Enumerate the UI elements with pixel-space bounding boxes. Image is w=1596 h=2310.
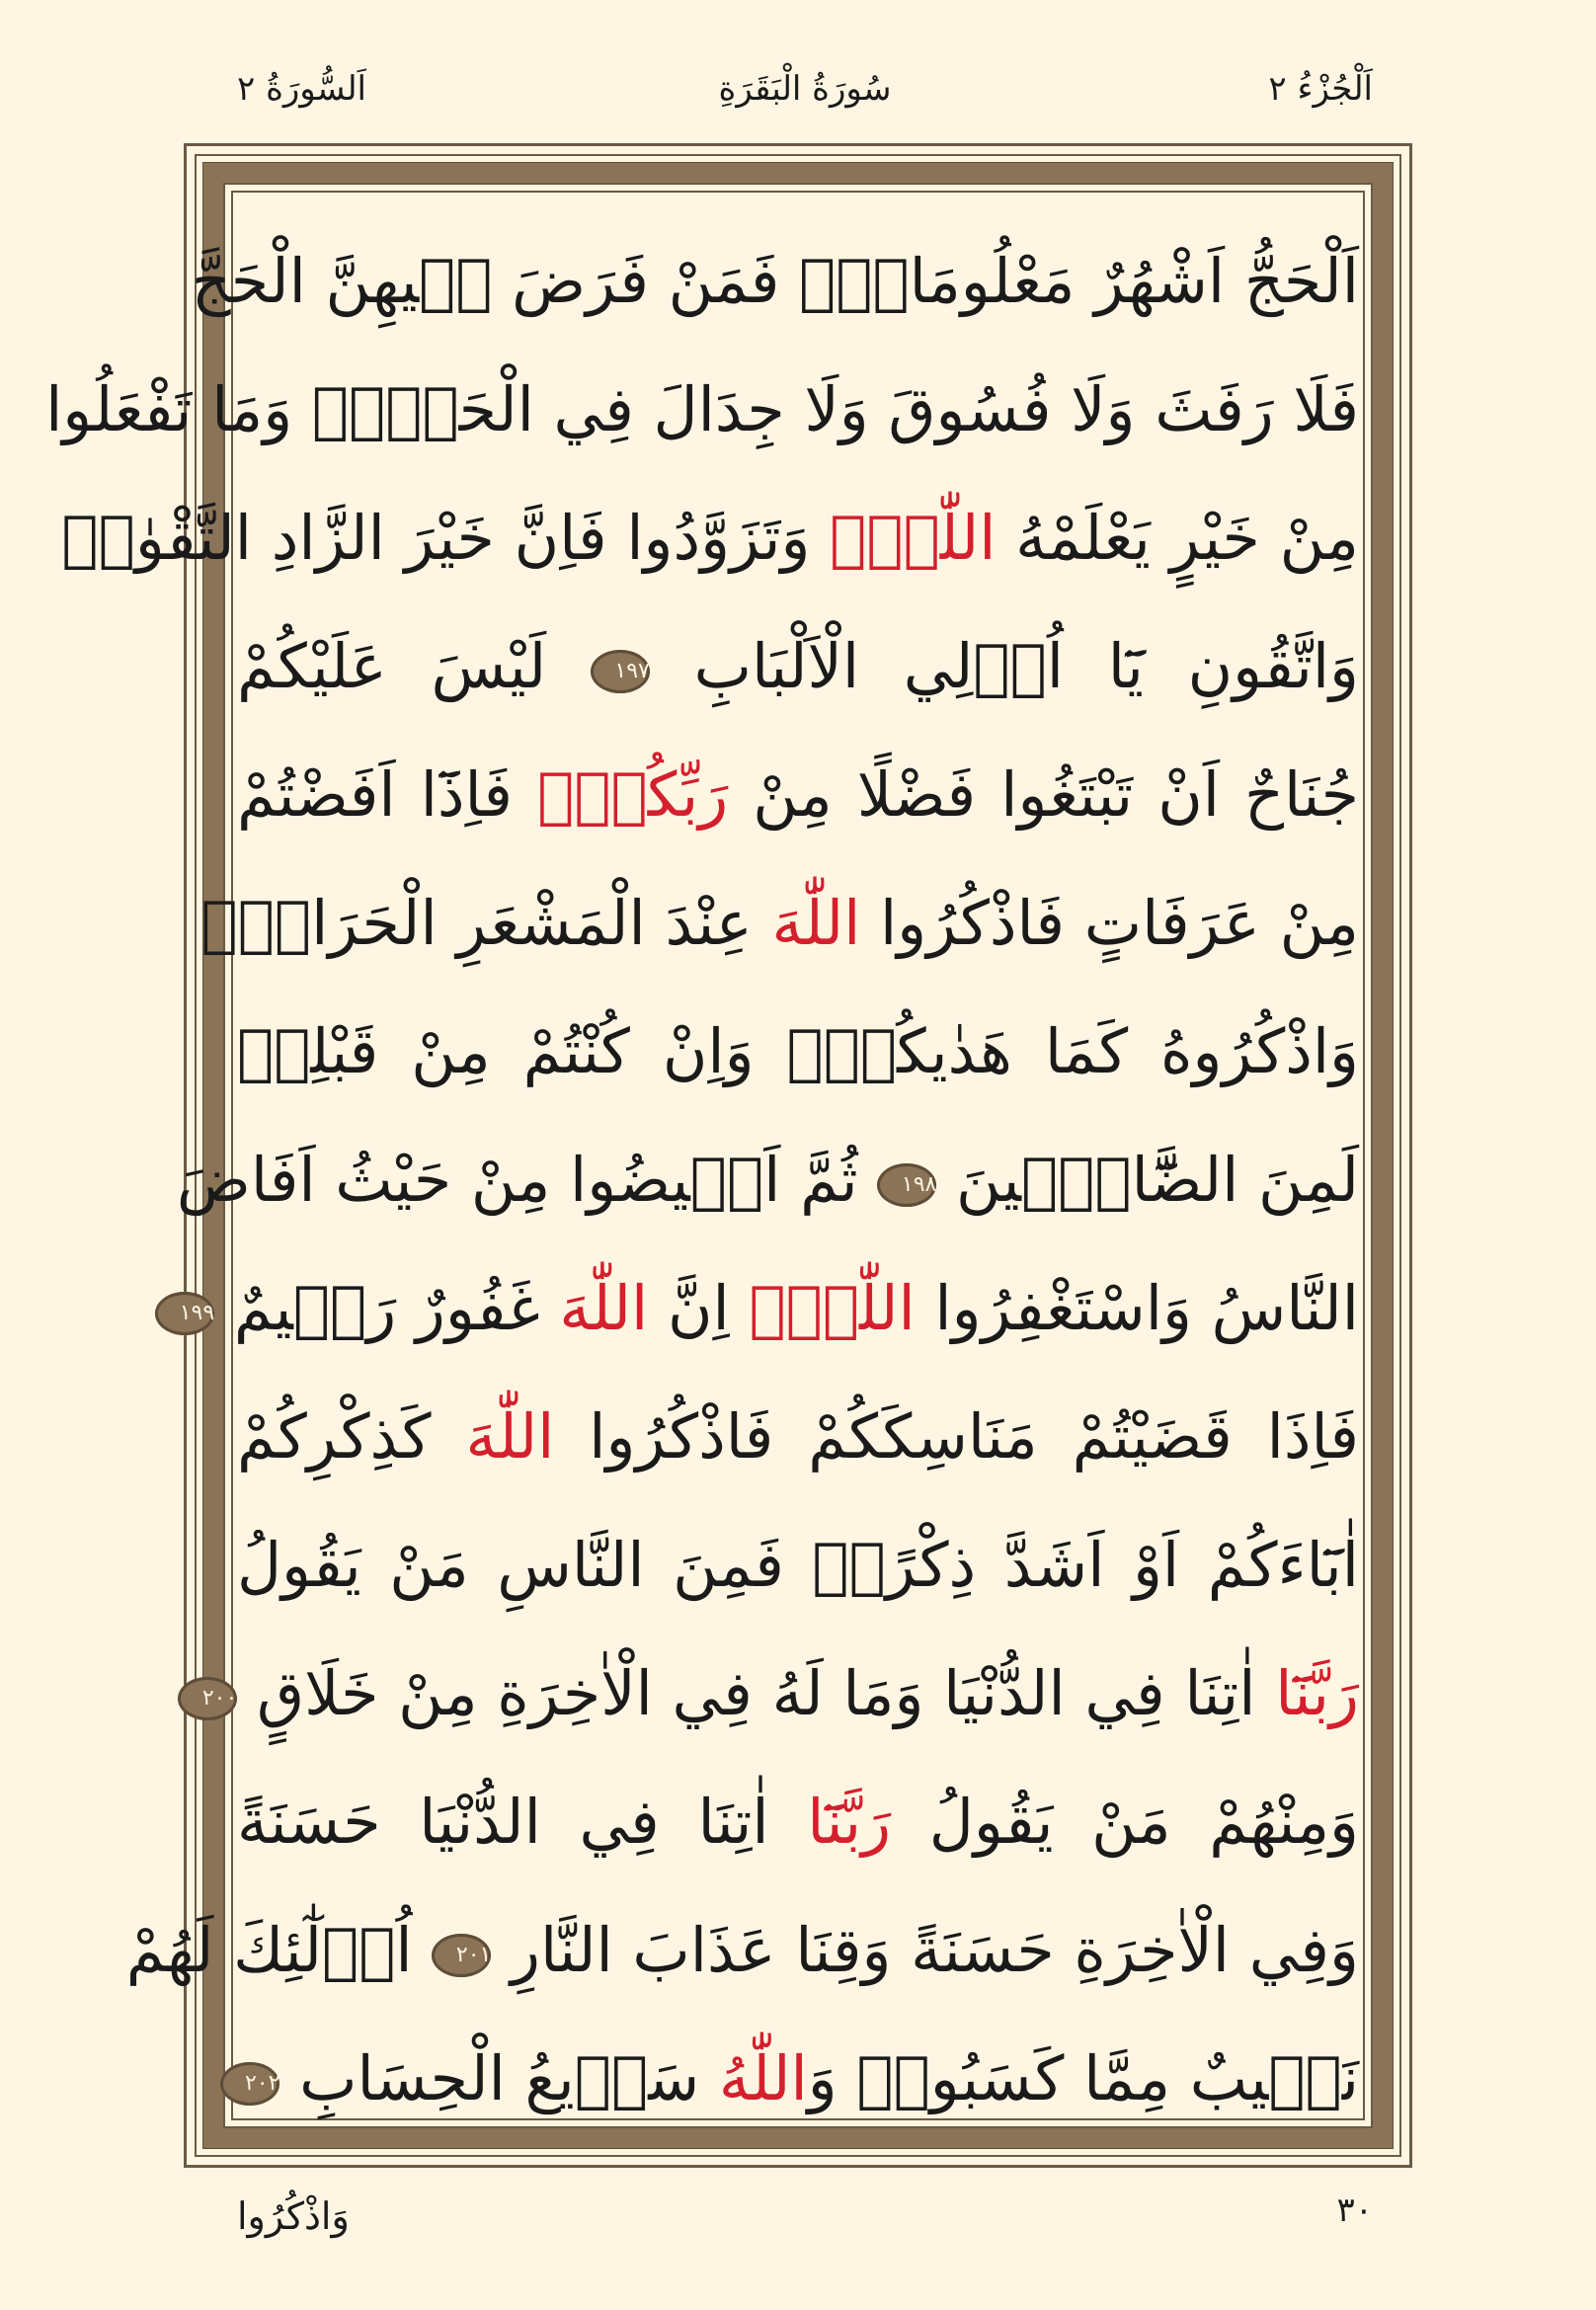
ayah-number-marker: ٢٠٠ bbox=[178, 1677, 237, 1720]
verse-text: لَمِنَ الضَّٓالّ۪ينَ bbox=[936, 1144, 1359, 1216]
verse-text: عِنْدَ الْمَشْعَرِ الْحَرَامِۖ bbox=[200, 887, 772, 959]
text-line bbox=[237, 602, 1359, 731]
divine-name-text: اللّٰهَۜ bbox=[749, 1272, 916, 1344]
verse-text: غَفُورٌ رَح۪يمٌ bbox=[214, 1272, 560, 1344]
verse-text: وَفِي الْاٰخِرَةِ حَسَنَةً وَقِنَا عَذَابَ النَّارِ bbox=[491, 1914, 1359, 1986]
divine-name-text: اللّٰهُۜ bbox=[830, 502, 997, 574]
juz-label: اَلْجُزْءُ ٢ bbox=[1268, 69, 1373, 109]
verse-text: وَاتَّقُونِ يَٓا اُو۬لِي الْاَلْبَابِ bbox=[649, 630, 1359, 702]
verse-text: كَذِكْرِكُمْ bbox=[237, 1400, 466, 1473]
text-line bbox=[237, 1758, 1359, 1886]
page-footer bbox=[237, 2191, 1373, 2270]
divine-name-text: رَبَّنَٓا bbox=[807, 1786, 892, 1858]
verse-text: وَمِنْهُمْ مَنْ يَقُولُ bbox=[891, 1786, 1359, 1858]
verse-text: نَص۪يبٌ مِمَّا كَسَبُواۜ وَ bbox=[807, 2042, 1359, 2114]
text-line bbox=[237, 1501, 1359, 1630]
quran-text-area bbox=[45, 217, 1359, 2114]
text-line bbox=[237, 731, 1359, 859]
verse-text: سَر۪يعُ الْحِسَابِ bbox=[279, 2042, 719, 2114]
verse-text: لَيْسَ عَلَيْكُمْ bbox=[237, 630, 591, 702]
verse-text: مِنْ عَرَفَاتٍ فَاذْكُرُوا bbox=[860, 887, 1359, 959]
ayah-number-marker: ١٩٨ bbox=[877, 1163, 936, 1207]
divine-name-text: اللّٰهَ bbox=[559, 1272, 649, 1344]
ayah-number-marker: ١٩٧ bbox=[591, 650, 650, 693]
text-line bbox=[201, 1630, 1359, 1758]
verse-text: اٰتِنَا فِي الدُّنْيَا حَسَنَةً bbox=[237, 1786, 808, 1858]
verse-text: النَّاسُ وَاسْتَغْفِرُوا bbox=[915, 1272, 1359, 1344]
verse-text: فَاِذَا قَضَيْتُمْ مَنَاسِكَكُمْ فَاذْكُرُوا bbox=[554, 1400, 1359, 1473]
verse-text: ثُمَّ اَف۪يضُوا مِنْ حَيْثُ اَفَاضَ bbox=[176, 1144, 878, 1216]
verse-text: وَاذْكُرُوهُ كَمَا هَدٰيكُمْۚ وَاِنْ كُنْتُمْ مِنْ قَبْلِه۪ bbox=[237, 1015, 1359, 1087]
catchword: وَاذْكُرُوا bbox=[237, 2194, 350, 2238]
verse-text: اَلْحَجُّ اَشْهُرٌ مَعْلُومَاتٌۚ فَمَنْ فَرَضَ ف۪يهِنَّ الْحَجَّ bbox=[191, 245, 1359, 317]
ayah-number-marker: ١٩٩ bbox=[155, 1292, 214, 1335]
verse-text: اُو۬لٰٓئِكَ لَهُمْ bbox=[125, 1914, 433, 1986]
divine-name-text: رَبَّنَٓا bbox=[1275, 1657, 1359, 1729]
verse-text: اٰبَٓاءَكُمْ اَوْ اَشَدَّ ذِكْرًاۜ فَمِنَ النَّاسِ مَنْ يَقُولُ bbox=[237, 1529, 1359, 1601]
text-line bbox=[237, 2015, 1359, 2143]
divine-name-text: اللّٰهُ bbox=[718, 2042, 808, 2114]
ayah-number-marker: ٢٠١ bbox=[432, 1934, 491, 1977]
divine-name-text: رَبِّكُمْۜ bbox=[537, 758, 729, 831]
verse-text: فَاِذَٓا اَفَضْتُمْ bbox=[237, 758, 538, 831]
verse-text: اِنَّ bbox=[648, 1272, 750, 1344]
divine-name-text: اللّٰهَ bbox=[771, 887, 861, 959]
verse-text: جُنَاحٌ اَنْ تَبْتَغُوا فَضْلًا مِنْ bbox=[728, 758, 1359, 831]
text-line bbox=[125, 1886, 1359, 2015]
text-line bbox=[237, 988, 1359, 1116]
verse-text: مِنْ خَيْرٍ يَعْلَمْهُ bbox=[996, 502, 1359, 574]
text-line bbox=[200, 859, 1359, 988]
surah-number-label: اَلسُّورَةُ ٢ bbox=[237, 69, 367, 109]
text-line bbox=[61, 474, 1359, 602]
page-header bbox=[237, 69, 1373, 128]
page-number: ٣٠ bbox=[1336, 2191, 1373, 2230]
divine-name-text: اللّٰهَ bbox=[465, 1400, 555, 1473]
ayah-number-marker: ٢٠٢ bbox=[220, 2062, 279, 2106]
text-line bbox=[179, 1244, 1359, 1373]
surah-title: سُورَةُ الْبَقَرَةِ bbox=[718, 69, 892, 109]
text-line bbox=[45, 346, 1359, 474]
verse-text: اٰتِنَا فِي الدُّنْيَا وَمَا لَهُ فِي الْاٰخِرَةِ مِنْ خَلَاقٍ bbox=[237, 1657, 1276, 1729]
text-line bbox=[176, 1116, 1359, 1244]
text-line bbox=[237, 1373, 1359, 1501]
text-line bbox=[191, 217, 1359, 346]
verse-text: فَلَا رَفَثَ وَلَا فُسُوقَ وَلَا جِدَالَ فِي الْحَجِّۜ وَمَا تَفْعَلُوا bbox=[45, 373, 1359, 445]
verse-text: وَتَزَوَّدُوا فَاِنَّ خَيْرَ الزَّادِ التَّقْوٰىۘ bbox=[61, 502, 831, 574]
